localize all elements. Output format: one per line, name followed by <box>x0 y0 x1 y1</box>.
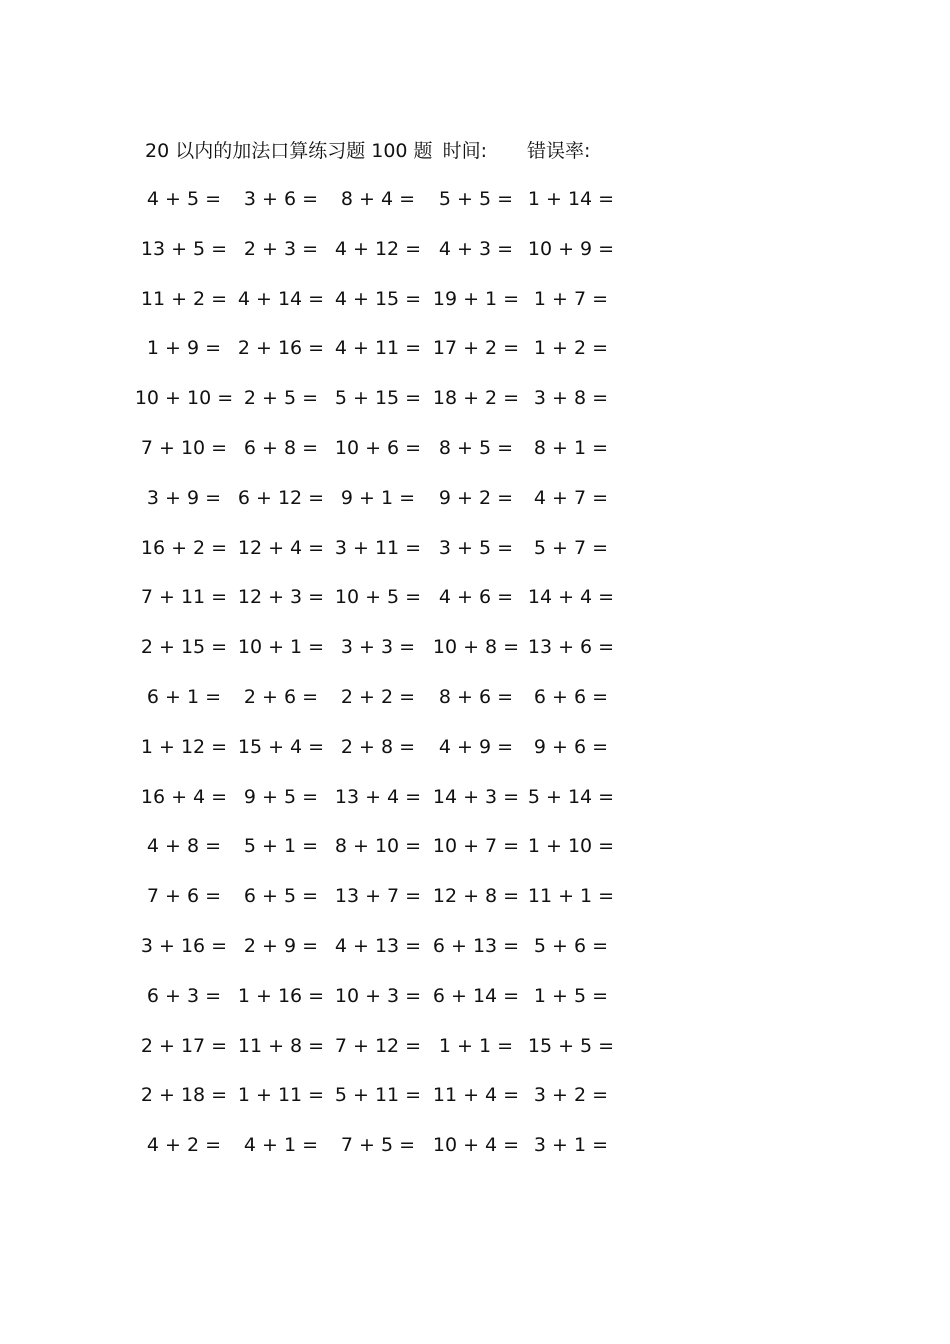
problem-item: 9 + 1 = <box>340 486 416 509</box>
problem-item: 10 + 8 = <box>432 636 520 659</box>
problem-item: 1 + 2 = <box>533 337 609 360</box>
problem-item: 7 + 6 = <box>146 885 222 908</box>
problem-item: 10 + 7 = <box>432 835 520 858</box>
problem-item: 3 + 11 = <box>334 536 422 559</box>
problem-item: 9 + 5 = <box>243 785 319 808</box>
problem-item: 3 + 6 = <box>243 188 319 210</box>
problem-item: 5 + 15 = <box>334 387 422 410</box>
problem-item: 17 + 2 = <box>432 337 520 360</box>
problem-item: 2 + 15 = <box>140 636 228 659</box>
problem-item: 4 + 6 = <box>438 586 514 609</box>
worksheet-header <box>145 136 590 163</box>
problem-item: 9 + 2 = <box>438 486 514 509</box>
time-label: 时间: <box>442 140 487 162</box>
problem-item: 10 + 3 = <box>334 984 422 1007</box>
problem-item: 13 + 7 = <box>334 885 422 908</box>
problem-item: 2 + 3 = <box>243 237 319 260</box>
problem-item: 2 + 6 = <box>243 686 319 708</box>
problem-item: 8 + 10 = <box>334 835 422 858</box>
problem-item: 6 + 5 = <box>243 885 319 908</box>
problem-item: 13 + 6 = <box>527 636 615 659</box>
problem-item: 6 + 1 = <box>146 686 222 708</box>
problem-item: 8 + 5 = <box>438 437 514 459</box>
problem-item: 2 + 5 = <box>243 387 319 410</box>
problem-item: 4 + 11 = <box>334 337 422 360</box>
problem-item: 4 + 9 = <box>438 735 514 758</box>
problem-item: 3 + 8 = <box>533 387 609 410</box>
problem-item: 1 + 11 = <box>237 1084 325 1107</box>
problem-item: 15 + 5 = <box>527 1034 615 1057</box>
problem-item: 10 + 5 = <box>334 586 422 609</box>
problem-item: 7 + 12 = <box>334 1034 422 1057</box>
problem-item: 12 + 3 = <box>237 586 325 609</box>
problem-item: 10 + 1 = <box>237 636 325 659</box>
problem-item: 4 + 5 = <box>146 188 222 210</box>
problem-item: 1 + 5 = <box>533 984 609 1007</box>
problem-item: 7 + 11 = <box>140 586 228 609</box>
problem-item: 10 + 6 = <box>334 437 422 459</box>
problem-item: 4 + 13 = <box>334 935 422 957</box>
problem-item: 4 + 8 = <box>146 835 222 858</box>
problem-item: 5 + 7 = <box>533 536 609 559</box>
problem-item: 18 + 2 = <box>432 387 520 410</box>
problem-item: 6 + 6 = <box>533 686 609 708</box>
problem-item: 9 + 6 = <box>533 735 609 758</box>
problem-item: 5 + 5 = <box>438 188 514 210</box>
problem-item: 4 + 15 = <box>334 287 422 310</box>
problem-item: 4 + 2 = <box>146 1134 222 1157</box>
problem-item: 12 + 4 = <box>237 536 325 559</box>
problem-item: 11 + 8 = <box>237 1034 325 1057</box>
problem-item: 1 + 14 = <box>527 188 615 210</box>
problem-item: 4 + 14 = <box>237 287 325 310</box>
problem-item: 11 + 4 = <box>432 1084 520 1107</box>
problem-item: 3 + 9 = <box>146 486 222 509</box>
problem-item: 16 + 2 = <box>140 536 228 559</box>
problem-item: 16 + 4 = <box>140 785 228 808</box>
problem-item: 2 + 2 = <box>340 686 416 708</box>
problem-item: 1 + 12 = <box>140 735 228 758</box>
problem-item: 15 + 4 = <box>237 735 325 758</box>
problem-item: 4 + 7 = <box>533 486 609 509</box>
problem-item: 2 + 8 = <box>340 735 416 758</box>
problem-item: 14 + 3 = <box>432 785 520 808</box>
problem-item: 2 + 16 = <box>237 337 325 360</box>
problem-item: 2 + 18 = <box>140 1084 228 1107</box>
problem-item: 1 + 7 = <box>533 287 609 310</box>
problem-item: 10 + 4 = <box>432 1134 520 1157</box>
problem-item: 2 + 17 = <box>140 1034 228 1057</box>
problem-item: 1 + 9 = <box>146 337 222 360</box>
problem-item: 7 + 5 = <box>340 1134 416 1157</box>
problem-item: 5 + 6 = <box>533 935 609 957</box>
problem-item: 10 + 10 = <box>134 387 234 410</box>
problem-item: 3 + 1 = <box>533 1134 609 1157</box>
problem-item: 4 + 3 = <box>438 237 514 260</box>
problem-item: 6 + 13 = <box>432 935 520 957</box>
problem-item: 8 + 6 = <box>438 686 514 708</box>
problem-item: 6 + 14 = <box>432 984 520 1007</box>
problem-item: 3 + 3 = <box>340 636 416 659</box>
problem-item: 6 + 8 = <box>243 437 319 459</box>
problem-item: 14 + 4 = <box>527 586 615 609</box>
problem-item: 5 + 1 = <box>243 835 319 858</box>
problem-item: 12 + 8 = <box>432 885 520 908</box>
problem-item: 6 + 12 = <box>237 486 325 509</box>
problem-item: 2 + 9 = <box>243 935 319 957</box>
problem-item: 1 + 1 = <box>438 1034 514 1057</box>
worksheet-title: 20 以内的加法口算练习题 100 题 <box>145 140 433 162</box>
problem-item: 3 + 2 = <box>533 1084 609 1107</box>
problem-item: 8 + 4 = <box>340 188 416 210</box>
problem-item: 3 + 5 = <box>438 536 514 559</box>
problem-item: 1 + 10 = <box>527 835 615 858</box>
problem-item: 6 + 3 = <box>146 984 222 1007</box>
problem-item: 4 + 1 = <box>243 1134 319 1157</box>
problem-item: 13 + 4 = <box>334 785 422 808</box>
problem-item: 8 + 1 = <box>533 437 609 459</box>
problem-item: 5 + 11 = <box>334 1084 422 1107</box>
problem-item: 7 + 10 = <box>140 437 228 459</box>
problem-item: 11 + 1 = <box>527 885 615 908</box>
problem-item: 13 + 5 = <box>140 237 228 260</box>
problem-item: 11 + 2 = <box>140 287 228 310</box>
problem-item: 5 + 14 = <box>527 785 615 808</box>
problem-item: 10 + 9 = <box>527 237 615 260</box>
error-rate-label: 错误率: <box>526 140 591 162</box>
problem-item: 3 + 16 = <box>140 935 228 957</box>
problem-item: 1 + 16 = <box>237 984 325 1007</box>
problem-item: 4 + 12 = <box>334 237 422 260</box>
problem-item: 19 + 1 = <box>432 287 520 310</box>
